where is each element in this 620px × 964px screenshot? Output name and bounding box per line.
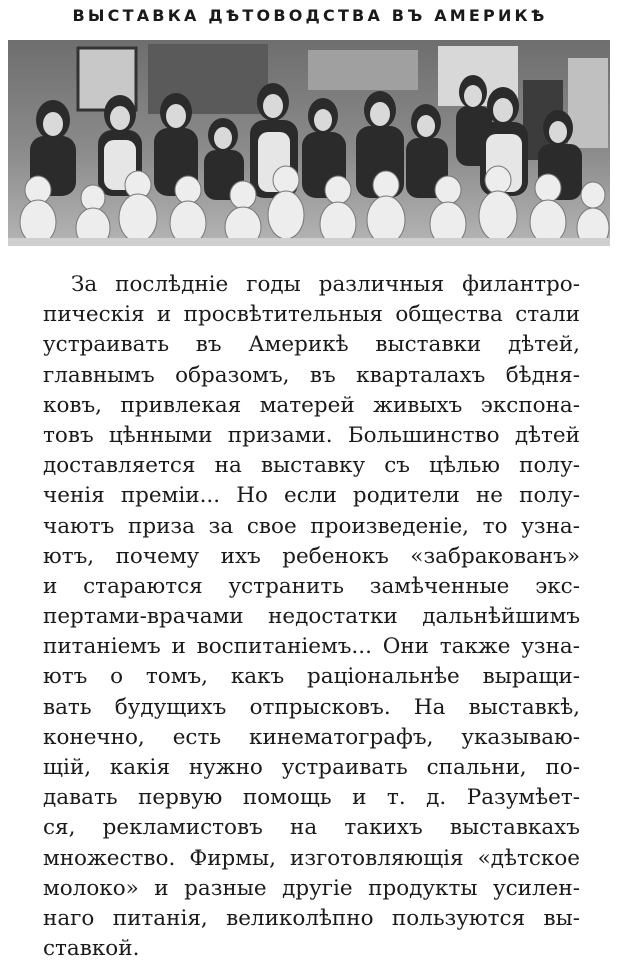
article-body (43, 270, 580, 964)
article-line: ютъ о томъ, какъ раціональнѣе выращи- (43, 664, 580, 690)
article-line: вать будущихъ отпрысковъ. На выставкѣ, (43, 694, 580, 720)
article-line: ченія преміи... Но если родители не полу- (43, 483, 580, 509)
article-line: главнымъ образомъ, въ кварталахъ бѣдня- (43, 362, 580, 388)
exhibition-photo (8, 40, 610, 246)
article-line: ся, рекламистовъ на такихъ выставкахъ (43, 815, 580, 841)
photo-illustration (8, 40, 610, 246)
article-line: ставкой. (43, 936, 140, 962)
article-line: конечно, есть кинематографъ, указываю- (43, 724, 580, 750)
article-line: множество. Фирмы, изготовляющія «дѣтское (43, 845, 580, 871)
article-line: доставляется на выставку съ цѣлью полу- (43, 453, 580, 479)
article-line: пертами-врачами недостатки дальнѣйшимъ (43, 604, 580, 630)
article-line: устраивать въ Америкѣ выставки дѣтей, (43, 332, 580, 358)
article-line: чаютъ приза за свое произведеніе, то узна- (43, 513, 580, 539)
article-line: За послѣдніе годы различныя филантро- (71, 272, 580, 297)
article-line: товъ цѣнными призами. Большинство дѣтей (43, 422, 580, 448)
article-line: и стараются устранить замѣченные экс- (43, 573, 580, 599)
article-line: пическія и просвѣтительныя общества стали (43, 302, 580, 328)
article-line: питаніемъ и воспитаніемъ... Они также узна- (43, 634, 580, 660)
article-line: ковъ, привлекая матерей живыхъ экспона- (43, 392, 580, 418)
article-line: ютъ, почему ихъ ребенокъ «забракованъ» (43, 543, 580, 569)
article-line: молоко» и разные другіе продукты усилен- (43, 875, 580, 901)
article-title: ВЫСТАВКА ДѢТОВОДСТВА ВЪ АМЕРИКѢ (72, 6, 548, 25)
article-line: щій, какія нужно устраивать спальни, по- (43, 755, 580, 780)
article-line: наго питанія, великолѣпно пользуются вы- (43, 905, 580, 931)
article-line: давать первую помощь и т. д. Разумѣет- (43, 785, 580, 811)
